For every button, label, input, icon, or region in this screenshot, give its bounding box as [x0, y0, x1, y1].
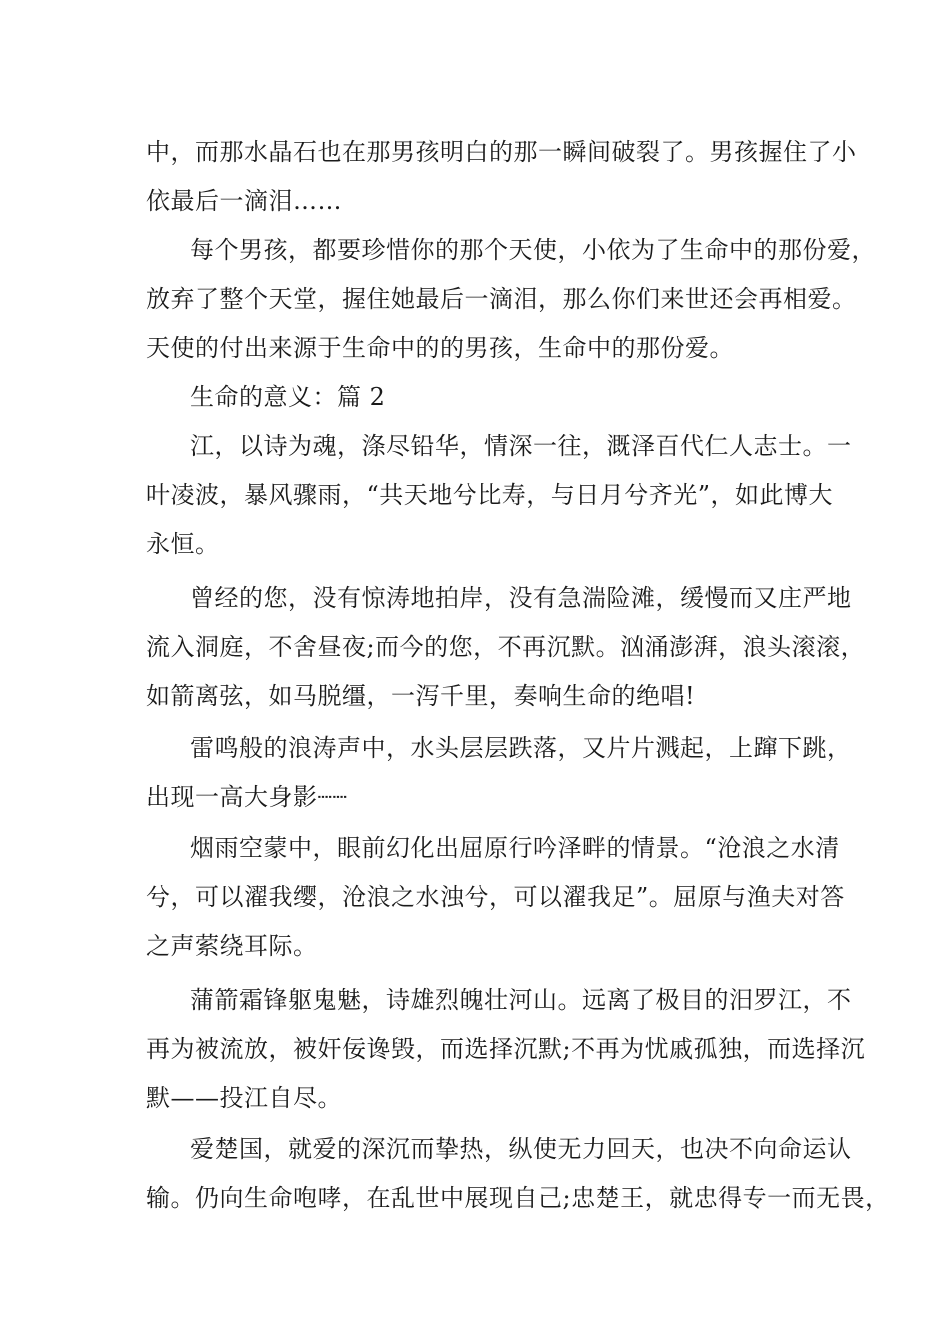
text-line: 之声萦绕耳际。 — [146, 932, 318, 960]
text-line: 输。仍向生命咆哮，在乱世中展现自己;忠楚王，就忠得专一而无畏， — [146, 1184, 890, 1212]
text-line: 再为被流放，被奸佞谗毁，而选择沉默;不再为忧戚孤独，而选择沉 — [146, 1035, 866, 1063]
text-line: 依最后一滴泪…… — [146, 187, 342, 215]
paragraph-line: 烟雨空蒙中，眼前幻化出屈原行吟泽畔的情景。“沧浪之水清 — [190, 834, 840, 862]
text-line: 默——投江自尽。 — [146, 1084, 342, 1112]
text-line: 兮，可以濯我缨，沧浪之水浊兮，可以濯我足”。屈原与渔夫对答 — [146, 883, 845, 911]
text-line: 叶凌波，暴风骤雨，“共天地兮比寿，与日月兮齐光”，如此博大 — [146, 481, 834, 509]
paragraph-line: 雷鸣般的浪涛声中，水头层层跌落，又片片溅起，上蹿下跳， — [190, 734, 852, 762]
text-line: 天使的付出来源于生命中的的男孩，生命中的那份爱。 — [146, 334, 734, 362]
paragraph-line: 每个男孩，都要珍惜你的那个天使，小依为了生命中的那份爱， — [190, 236, 876, 264]
paragraph-line: 爱楚国，就爱的深沉而挚热，纵使无力回天，也决不向命运认 — [190, 1135, 852, 1163]
text-line: 出现一高大身影┈┈ — [146, 783, 348, 811]
paragraph-line: 曾经的您，没有惊涛地拍岸，没有急湍险滩，缓慢而又庄严地 — [190, 584, 852, 612]
paragraph-line: 蒲箭霜锋躯鬼魅，诗雄烈魄壮河山。远离了极目的汨罗江，不 — [190, 986, 852, 1014]
text-line: 永恒。 — [146, 530, 220, 558]
text-line: 放弃了整个天堂，握住她最后一滴泪，那么你们来世还会再相爱。 — [146, 285, 857, 313]
text-line: 中，而那水晶石也在那男孩明白的那一瞬间破裂了。男孩握住了小 — [146, 138, 857, 166]
paragraph-line: 江，以诗为魂，涤尽铅华，情深一往，溉泽百代仁人志士。一 — [190, 432, 852, 460]
section-heading: 生命的意义：篇 2 — [190, 383, 386, 411]
text-line: 流入洞庭，不舍昼夜;而今的您，不再沉默。汹涌澎湃，浪头滚滚， — [146, 633, 866, 661]
text-line: 如箭离弦，如马脱缰，一泻千里，奏响生命的绝唱! — [146, 682, 696, 710]
